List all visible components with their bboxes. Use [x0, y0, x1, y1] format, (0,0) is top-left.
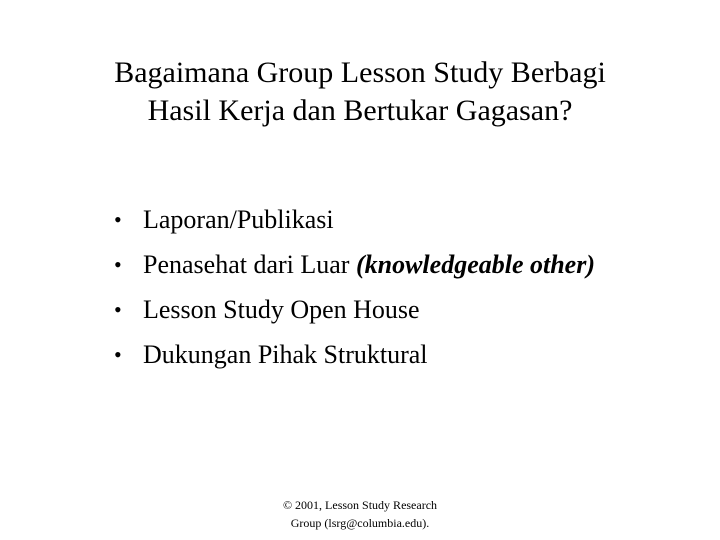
- bullet-list: [112, 204, 672, 384]
- slide-title: [30, 54, 690, 130]
- bullet-marker: •: [114, 252, 122, 277]
- bullet-marker: •: [114, 297, 122, 322]
- bullet-text: Penasehat dari Luar: [143, 250, 356, 279]
- bullet-emphasis: (knowledgeable other): [355, 250, 595, 279]
- bullet-text: Dukungan Pihak Struktural: [143, 340, 428, 369]
- bullet-text: Lesson Study Open House: [143, 295, 420, 324]
- copyright-footer: [240, 496, 480, 532]
- title-line-2: Hasil Kerja dan Bertukar Gagasan?: [147, 94, 573, 127]
- bullet-item-open-house: [112, 294, 672, 326]
- bullet-text: Laporan/Publikasi: [143, 205, 334, 234]
- bullet-item-penasehat: [112, 249, 672, 281]
- title-line-1: Bagaimana Group Lesson Study Berbagi: [114, 56, 606, 89]
- bullet-marker: •: [114, 207, 122, 232]
- footer-line-2: Group (lsrg@columbia.edu).: [290, 516, 430, 530]
- bullet-marker: •: [114, 342, 122, 367]
- bullet-item-dukungan: [112, 339, 672, 371]
- footer-line-1: © 2001, Lesson Study Research: [282, 498, 438, 512]
- bullet-item-laporan-publikasi: [112, 204, 672, 236]
